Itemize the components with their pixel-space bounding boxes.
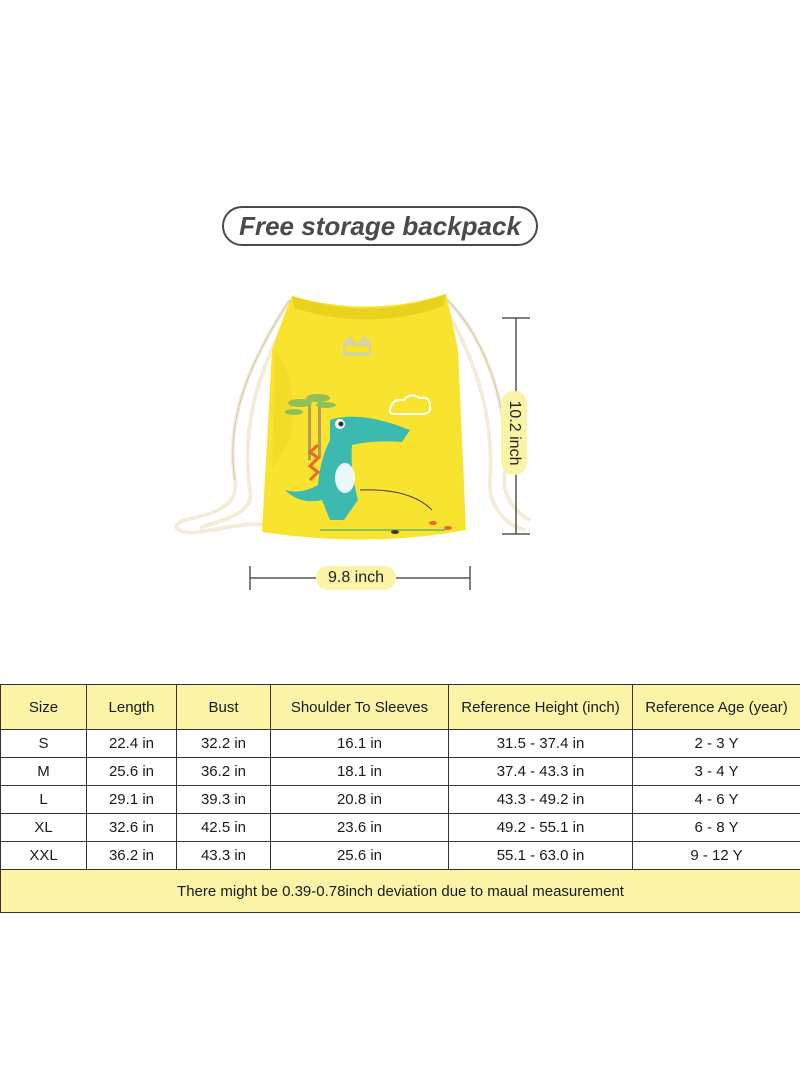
height-label: 10.2 inch xyxy=(501,391,527,475)
cell-height: 37.4 - 43.3 in xyxy=(449,758,633,786)
measurement-deviation-note: There might be 0.39-0.78inch deviation due to maual measurement xyxy=(1,870,800,913)
header-shoulder-to-sleeves: Shoulder To Sleeves xyxy=(271,685,449,730)
cell-shoulder: 23.6 in xyxy=(271,814,449,842)
width-label: 9.8 inch xyxy=(316,566,396,590)
table-row xyxy=(1,814,800,842)
cell-size: XXL xyxy=(1,842,87,870)
cell-height: 31.5 - 37.4 in xyxy=(449,730,633,758)
cell-length: 22.4 in xyxy=(87,730,177,758)
cell-shoulder: 18.1 in xyxy=(271,758,449,786)
cell-age: 2 - 3 Y xyxy=(633,730,800,758)
cell-age: 3 - 4 Y xyxy=(633,758,800,786)
cell-shoulder: 16.1 in xyxy=(271,730,449,758)
cell-length: 25.6 in xyxy=(87,758,177,786)
cell-size: L xyxy=(1,786,87,814)
cell-size: M xyxy=(1,758,87,786)
header-bust: Bust xyxy=(177,685,271,730)
title-badge: Free storage backpack xyxy=(222,206,538,246)
cell-age: 9 - 12 Y xyxy=(633,842,800,870)
size-chart-table xyxy=(0,684,800,913)
cell-age: 4 - 6 Y xyxy=(633,786,800,814)
table-header-row xyxy=(1,685,800,730)
table-row xyxy=(1,758,800,786)
header-length: Length xyxy=(87,685,177,730)
cell-bust: 36.2 in xyxy=(177,758,271,786)
table-footnote-row xyxy=(1,870,800,913)
cell-bust: 42.5 in xyxy=(177,814,271,842)
cell-size: XL xyxy=(1,814,87,842)
header-reference-height: Reference Height (inch) xyxy=(449,685,633,730)
table-row xyxy=(1,730,800,758)
cell-size: S xyxy=(1,730,87,758)
cell-length: 29.1 in xyxy=(87,786,177,814)
cell-age: 6 - 8 Y xyxy=(633,814,800,842)
header-reference-age: Reference Age (year) xyxy=(633,685,800,730)
cell-length: 32.6 in xyxy=(87,814,177,842)
table-row xyxy=(1,842,800,870)
cell-height: 43.3 - 49.2 in xyxy=(449,786,633,814)
cell-shoulder: 25.6 in xyxy=(271,842,449,870)
cell-bust: 39.3 in xyxy=(177,786,271,814)
cell-length: 36.2 in xyxy=(87,842,177,870)
table-row xyxy=(1,786,800,814)
cell-bust: 43.3 in xyxy=(177,842,271,870)
cell-height: 55.1 - 63.0 in xyxy=(449,842,633,870)
header-size: Size xyxy=(1,685,87,730)
cell-bust: 32.2 in xyxy=(177,730,271,758)
cell-shoulder: 20.8 in xyxy=(271,786,449,814)
cell-height: 49.2 - 55.1 in xyxy=(449,814,633,842)
